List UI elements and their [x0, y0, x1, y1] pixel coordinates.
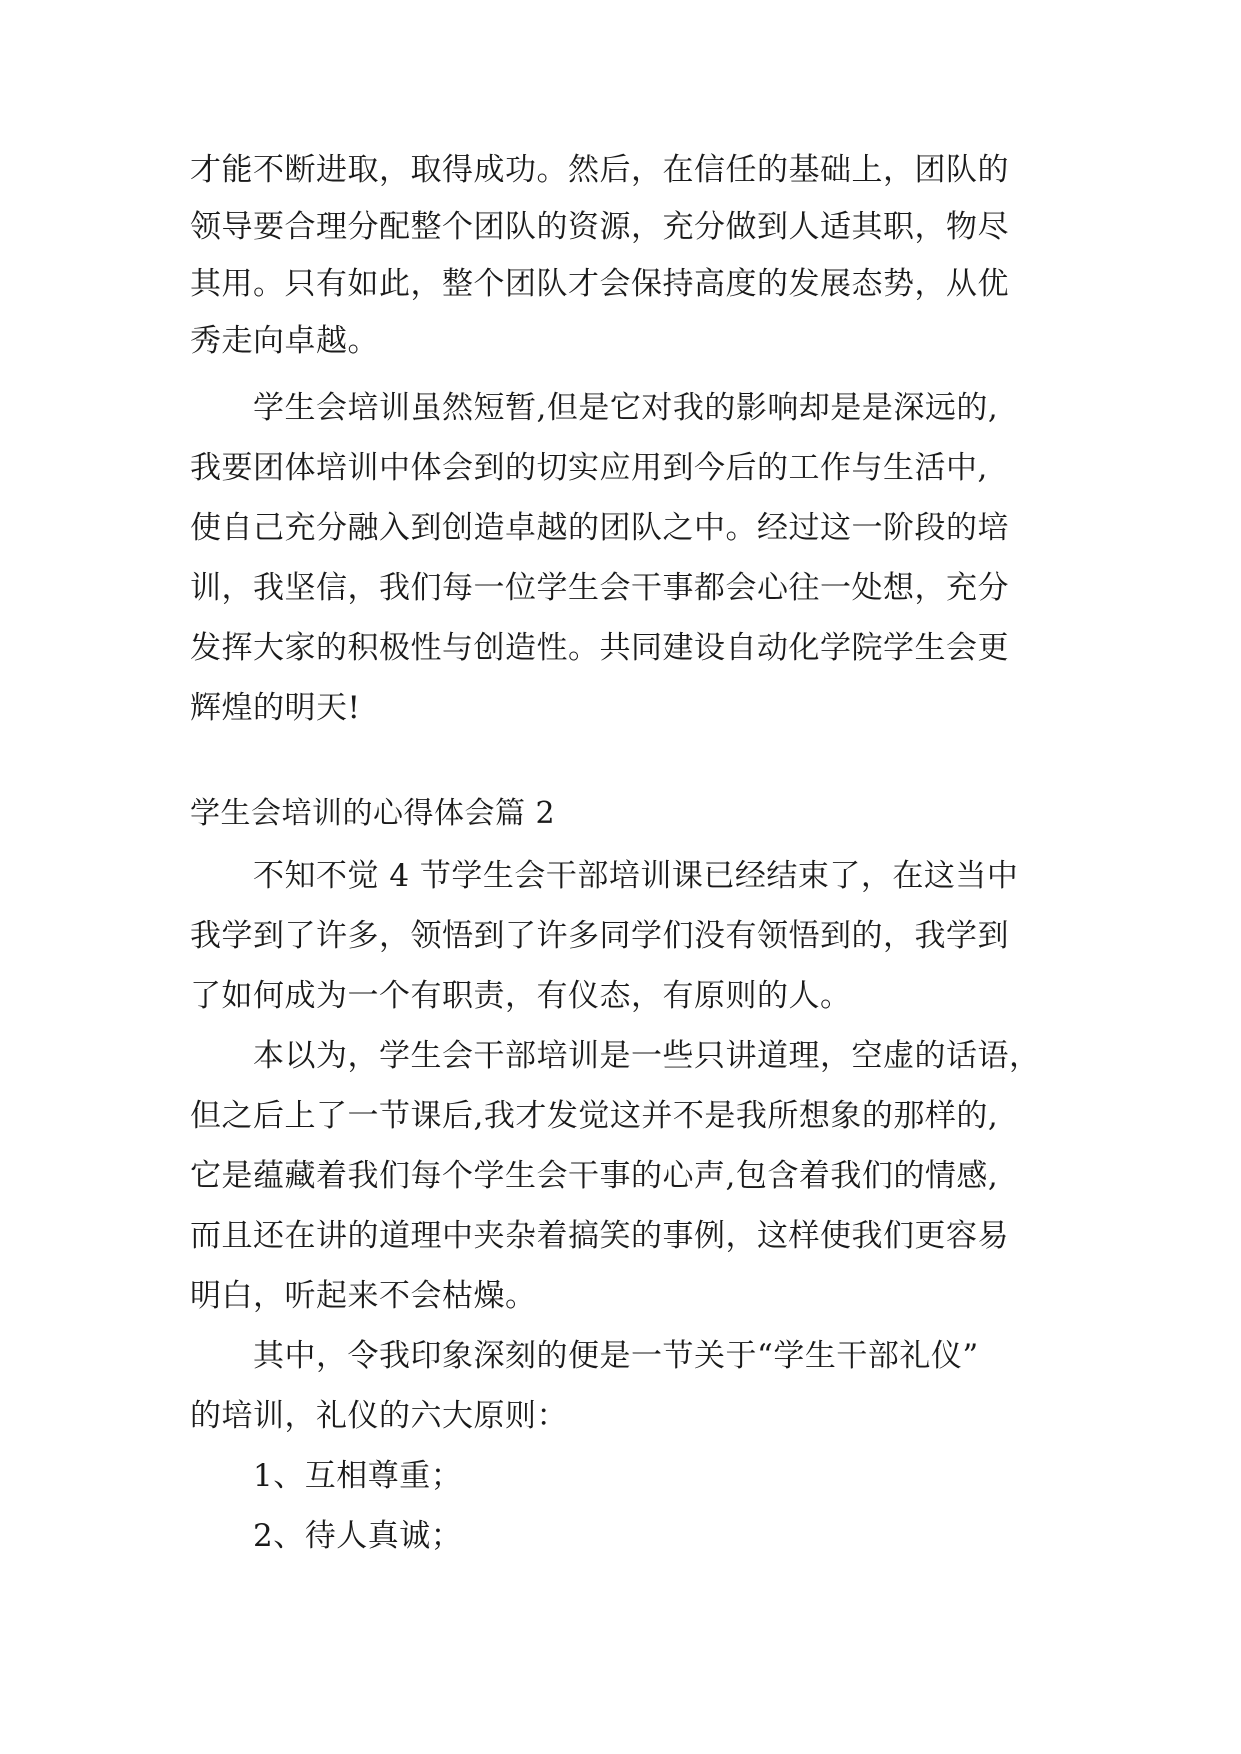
paragraph-1-line-1: 才能不断进取，取得成功。然后，在信任的基础上，团队的	[190, 152, 1009, 188]
paragraph-2-line-1: 学生会培训虽然短暂,但是它对我的影响却是是深远的,	[253, 390, 999, 426]
paragraph-2-line-2: 我要团体培训中体会到的切实应用到今后的工作与生活中,	[190, 450, 988, 486]
paragraph-4-line-4: 而且还在讲的道理中夹杂着搞笑的事例，这样使我们更容易	[190, 1218, 1009, 1254]
paragraph-1-line-3: 其用。只有如此，整个团队才会保持高度的发展态势，从优	[190, 266, 1009, 302]
paragraph-3-line-3: 了如何成为一个有职责，有仪态，有原则的人。	[190, 978, 852, 1014]
paragraph-4-line-1: 本以为，学生会干部培训是一些只讲道理，空虚的话语，	[253, 1038, 1041, 1074]
paragraph-2-line-5: 发挥大家的积极性与创造性。共同建设自动化学院学生会更	[190, 630, 1009, 666]
list-item-1: 1、互相尊重；	[253, 1458, 463, 1494]
paragraph-3-line-1: 不知不觉 4 节学生会干部培训课已经结束了，在这当中	[253, 858, 1019, 894]
paragraph-2-line-6: 辉煌的明天!	[190, 690, 361, 726]
paragraph-2-line-3: 使自己充分融入到创造卓越的团队之中。经过这一阶段的培	[190, 510, 1009, 546]
paragraph-3-line-2: 我学到了许多，领悟到了许多同学们没有领悟到的，我学到	[190, 918, 1009, 954]
paragraph-1-line-2: 领导要合理分配整个团队的资源，充分做到人适其职，物尽	[190, 209, 1009, 245]
paragraph-4-line-3: 它是蕴藏着我们每个学生会干事的心声,包含着我们的情感,	[190, 1158, 999, 1194]
section-heading: 学生会培训的心得体会篇 2	[190, 796, 556, 831]
list-item-2: 2、待人真诚；	[253, 1518, 463, 1554]
paragraph-2-line-4: 训，我坚信，我们每一位学生会干事都会心往一处想，充分	[190, 570, 1009, 606]
paragraph-5-line-1: 其中，令我印象深刻的便是一节关于“学生干部礼仪”	[253, 1338, 979, 1374]
paragraph-4-line-2: 但之后上了一节课后,我才发觉这并不是我所想象的那样的,	[190, 1098, 999, 1134]
paragraph-4-line-5: 明白，听起来不会枯燥。	[190, 1278, 537, 1314]
paragraph-1-line-4: 秀走向卓越。	[190, 323, 379, 359]
paragraph-5-line-2: 的培训，礼仪的六大原则：	[190, 1398, 568, 1434]
